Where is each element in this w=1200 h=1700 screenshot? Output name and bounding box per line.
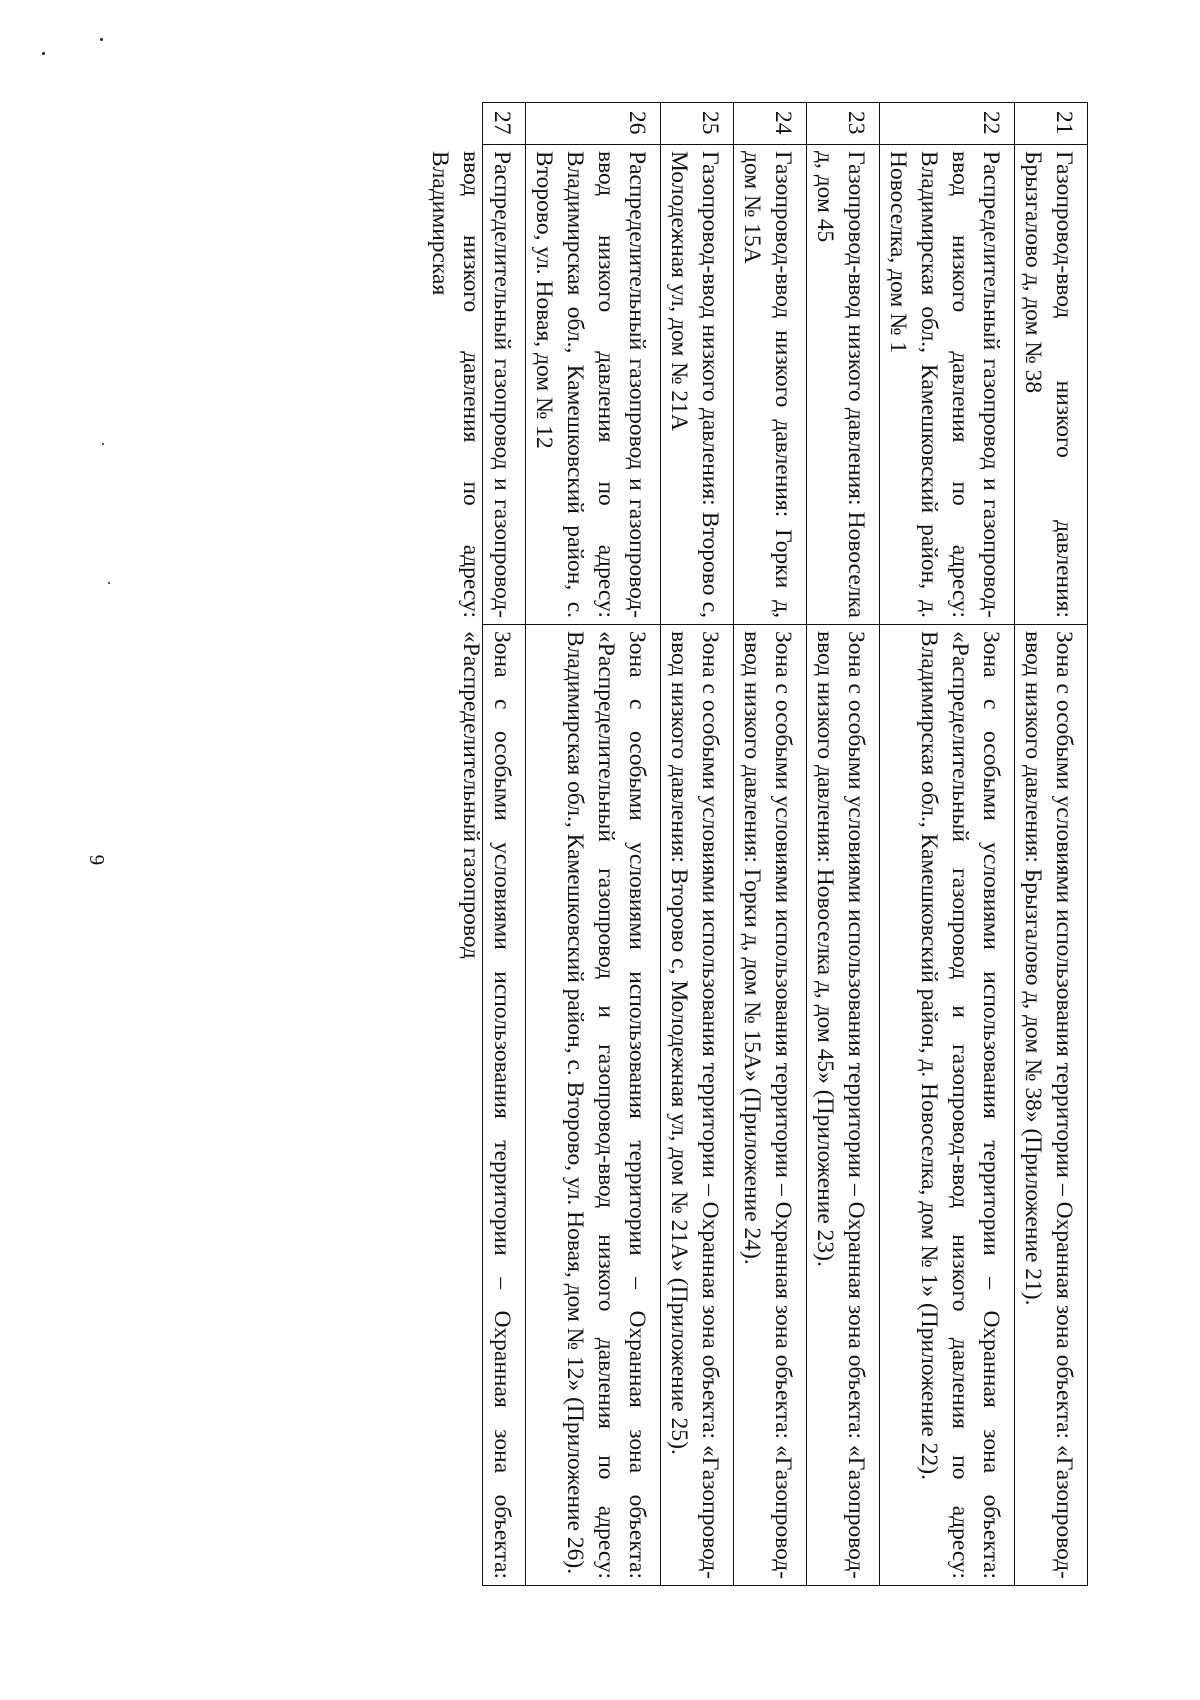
object-cell: Распределительный газопровод и газопровод-ввод низкого давления по адресу: Владимирская обл., Камешковский район, д. Новоселка, дом № 1 [880, 145, 1015, 625]
zone-cell: Зона с особыми условиями использования территории – Охранная зона объекта: «Газопровод-ввод низкого давления: Новоселка д, дом 45» (Приложение 23). [807, 625, 880, 1586]
row-number [483, 103, 526, 145]
object-cell [427, 145, 526, 625]
zone-cell: Зона с особыми условиями использования территории – Охранная зона объекта: «Газопровод-ввод низкого давления: Горки д, дом № 15А» (Приложение 24). [734, 625, 807, 1586]
object-cell: Газопровод-ввод низкого давления: Второво с, Молодежная ул, дом № 21А [661, 145, 734, 625]
scan-speck [108, 582, 110, 584]
scan-speck [102, 443, 104, 445]
object-cell: Газопровод-ввод низкого давления: Горки д, дом № 15А [734, 145, 807, 625]
row-number: 24 [734, 103, 807, 145]
row-number: 22 [880, 103, 1015, 145]
row-number: 23 [807, 103, 880, 145]
rotated-table-wrapper [130, 102, 1088, 1586]
row-number: 21 [1015, 103, 1088, 145]
scan-speck [42, 52, 45, 55]
table-row [526, 103, 661, 1586]
object-cell-text: Распределительный газопровод и газопровод-ввод низкого давления по адресу: Владимирская [427, 151, 515, 618]
zone-cell: Зона с особыми условиями использования территории – Охранная зона объекта: «Газопровод-ввод низкого давления: Брызгалово д, дом № 38» (Приложение 21). [1015, 625, 1088, 1586]
zone-cell: Зона с особыми условиями использования территории – Охранная зона объекта: «Распределительный газопровод и газопровод-ввод низкого давления по адресу: Владимирская обл., Камешковский район, с. Второво, ул. Новая, дом № 12» (Приложение 26). [526, 625, 661, 1586]
table-row [1015, 103, 1088, 1586]
zones-table [427, 102, 1088, 1586]
row-number: 26 [526, 103, 661, 145]
page-number: 6 [85, 854, 109, 866]
scan-speck [100, 38, 103, 41]
table-row [807, 103, 880, 1586]
object-cell: Газопровод-ввод низкого давления: Новоселка д, дом 45 [807, 145, 880, 625]
zone-cell: Зона с особыми условиями использования территории – Охранная зона объекта: «Распределительный газопровод и газопровод-ввод низкого давления по адресу: Владимирская обл., Камешковский район, д. Новоселка, дом № 1» (Приложение 22). [880, 625, 1015, 1586]
table-row [880, 103, 1015, 1586]
row-number-text: 27 [489, 111, 515, 135]
table-row [483, 103, 526, 1586]
object-cell: Газопровод-ввод низкого давления: Брызгалово д, дом № 38 [1015, 145, 1088, 625]
zone-cell: Зона с особыми условиями использования территории – Охранная зона объекта: «Газопровод-ввод низкого давления: Второво с, Молодежная ул, дом № 21А» (Приложение 25). [661, 625, 734, 1586]
zone-cell [458, 625, 526, 1586]
row-number: 25 [661, 103, 734, 145]
object-cell: Распределительный газопровод и газопровод-ввод низкого давления по адресу: Владимирская обл., Камешковский район, с. Второво, ул. Новая, дом № 12 [526, 145, 661, 625]
table-row [734, 103, 807, 1586]
zone-cell-text: Зона с особыми условиями использования территории – Охранная зона объекта: «Распределительный газопровод [458, 631, 515, 1579]
table-row [661, 103, 734, 1586]
